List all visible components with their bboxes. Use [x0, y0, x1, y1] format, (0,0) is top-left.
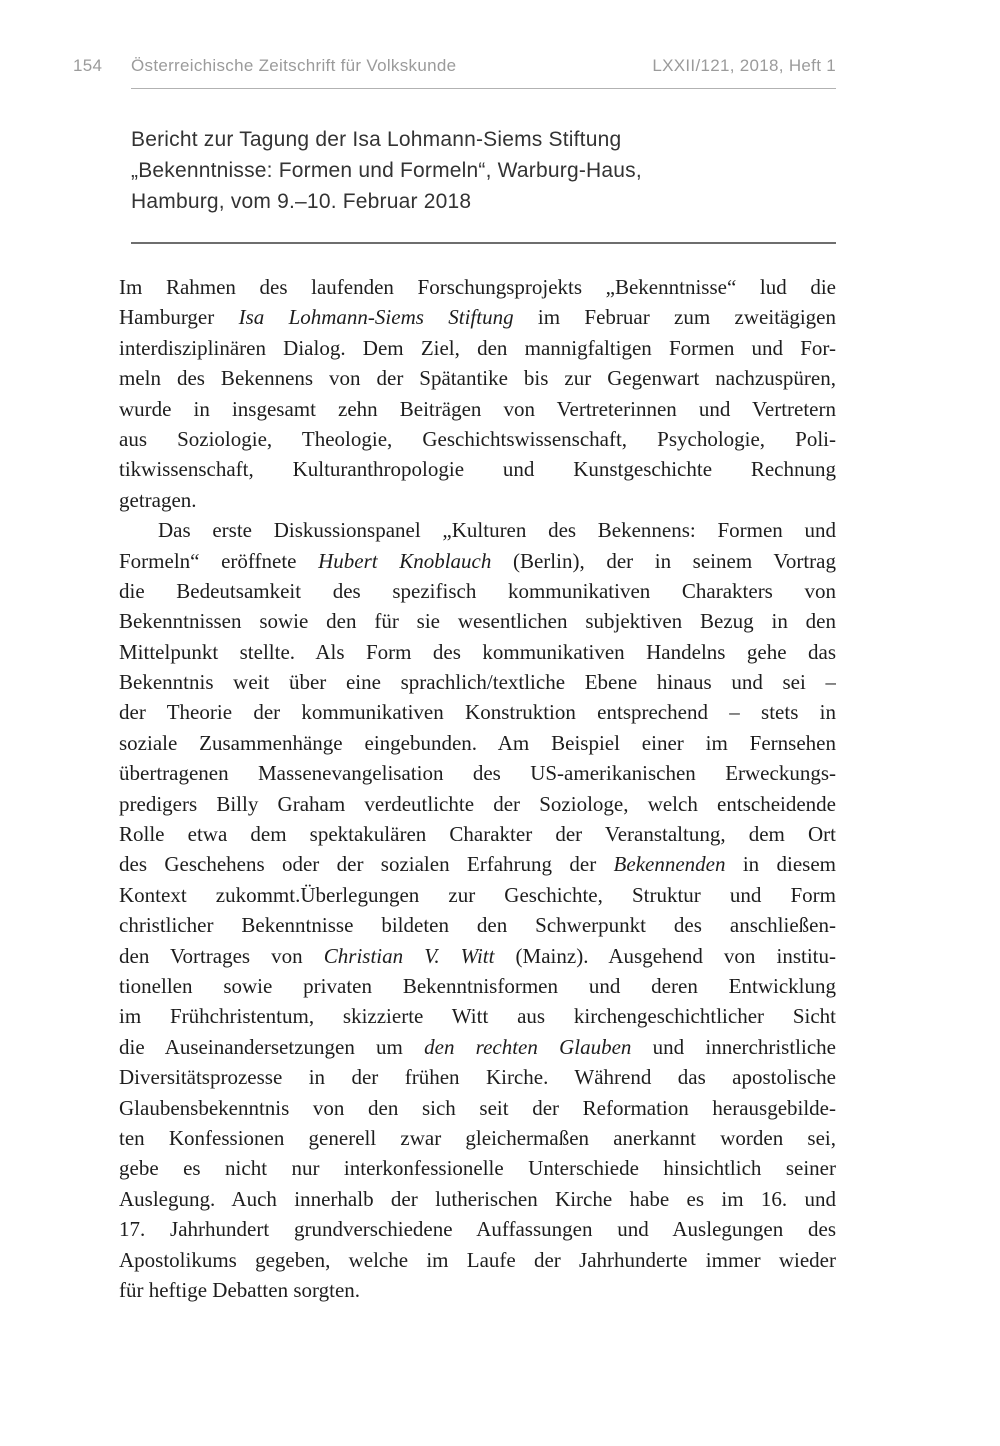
body-text-line: meln des Bekennens von der Spätantike bis zur Gegenwart nachzuspüren, — [119, 366, 836, 391]
body-text-line: Im Rahmen des laufenden Forschungsprojekts „Bekenntnisse“ lud die — [119, 275, 836, 299]
body-text-line: wurde in insgesamt zehn Beiträgen von Vertreterinnen und Vertretern — [119, 396, 836, 421]
body-text-line: im Frühchristentum, skizzierte Witt aus kirchengeschichtlicher Sicht — [119, 1004, 836, 1029]
body-text-line: des Geschehens oder der sozialen Erfahrung der Bekennenden in diesem — [119, 852, 836, 877]
report-title-line-2: „Bekenntnisse: Formen und Formeln“, Warburg-Haus, — [131, 159, 642, 182]
body-text-line: Mittelpunkt stellte. Als Form des kommunikativen Handelns gehe das — [119, 639, 836, 664]
body-text-line: der Theorie der kommunikativen Konstruktion entsprechend – stets in — [119, 700, 836, 725]
body-text-line: 17. Jahrhundert grundverschiedene Auffassungen und Auslegungen des — [119, 1217, 836, 1242]
report-title-line-3: Hamburg, vom 9.–10. Februar 2018 — [131, 190, 472, 213]
body-text-line: gebe es nicht nur interkonfessionelle Unterschiede hinsichtlich seiner — [119, 1156, 836, 1181]
header-rule — [131, 88, 836, 89]
body-text-line: für heftige Debatten sorgten. — [119, 1277, 361, 1302]
body-text-line: die Bedeutsamkeit des spezifisch kommunikativen Charakters von — [119, 578, 836, 603]
report-title — [131, 124, 848, 217]
body-text-line: Bekenntnis weit über eine sprachlich/textliche Ebene hinaus und sei – — [119, 670, 836, 695]
issue-info: LXXII/121, 2018, Heft 1 — [652, 56, 836, 75]
body-text-line: christlicher Bekenntnisse bildeten den Schwerpunkt des anschließen- — [119, 913, 836, 938]
report-title-line-1: Bericht zur Tagung der Isa Lohmann-Siems Stiftung — [131, 128, 622, 151]
body-text-line: tionellen sowie privaten Bekenntnisformen und deren Entwicklung — [119, 973, 836, 998]
body-text-line: Kontext zukommt.Überlegungen zur Geschichte, Struktur und Form — [119, 882, 836, 907]
article-body — [119, 272, 836, 1305]
body-text-line: aus Soziologie, Theologie, Geschichtswissenschaft, Psychologie, Poli- — [119, 426, 836, 451]
body-text-line: soziale Zusammenhänge eingebunden. Am Beispiel einer im Fernsehen — [119, 730, 836, 755]
body-text-line: ten Konfessionen generell zwar gleichermaßen anerkannt worden sei, — [119, 1125, 836, 1150]
body-text-line: die Auseinandersetzungen um den rechten Glauben und innerchristliche — [119, 1034, 836, 1059]
body-text-line: übertragenen Massenevangelisation des US-amerikanischen Erweckungs- — [119, 761, 836, 786]
body-text-line: Hamburger Isa Lohmann-Siems Stiftung im Februar zum zweitägigen — [119, 305, 836, 330]
body-text-line: predigers Billy Graham verdeutlichte der Soziologe, welch entscheidende — [119, 791, 836, 816]
running-header — [0, 56, 1000, 80]
journal-title: Österreichische Zeitschrift für Volkskunde — [131, 56, 457, 75]
title-rule — [131, 242, 836, 244]
body-text-line: Formeln“ eröffnete Hubert Knoblauch (Berlin), der in seinem Vortrag — [119, 548, 836, 573]
body-text-line: interdisziplinären Dialog. Dem Ziel, den mannigfaltigen Formen und For- — [119, 335, 836, 360]
body-text-line: Auslegung. Auch innerhalb der lutherischen Kirche habe es im 16. und — [119, 1186, 836, 1211]
body-text-line: tikwissenschaft, Kulturanthropologie und Kunstgeschichte Rechnung — [119, 457, 836, 482]
body-text-line: Glaubensbekenntnis von den sich seit der Reformation herausgebilde- — [119, 1095, 836, 1120]
body-text-line: Rolle etwa dem spektakulären Charakter der Veranstaltung, dem Ort — [119, 822, 836, 847]
body-text-line: Bekenntnissen sowie den für sie wesentlichen subjektiven Bezug in den — [119, 609, 836, 634]
body-text-line: Diversitätsprozesse in der frühen Kirche. Während das apostolische — [119, 1065, 836, 1090]
page-number: 154 — [73, 56, 103, 75]
body-text-line: Apostolikums gegeben, welche im Laufe der Jahrhunderte immer wieder — [119, 1247, 836, 1272]
body-text-line: getragen. — [119, 487, 197, 512]
body-text-line: Das erste Diskussionspanel „Kulturen des Bekennens: Formen und — [158, 518, 836, 543]
body-text-line: den Vortrages von Christian V. Witt (Mainz). Ausgehend von institu- — [119, 943, 836, 968]
